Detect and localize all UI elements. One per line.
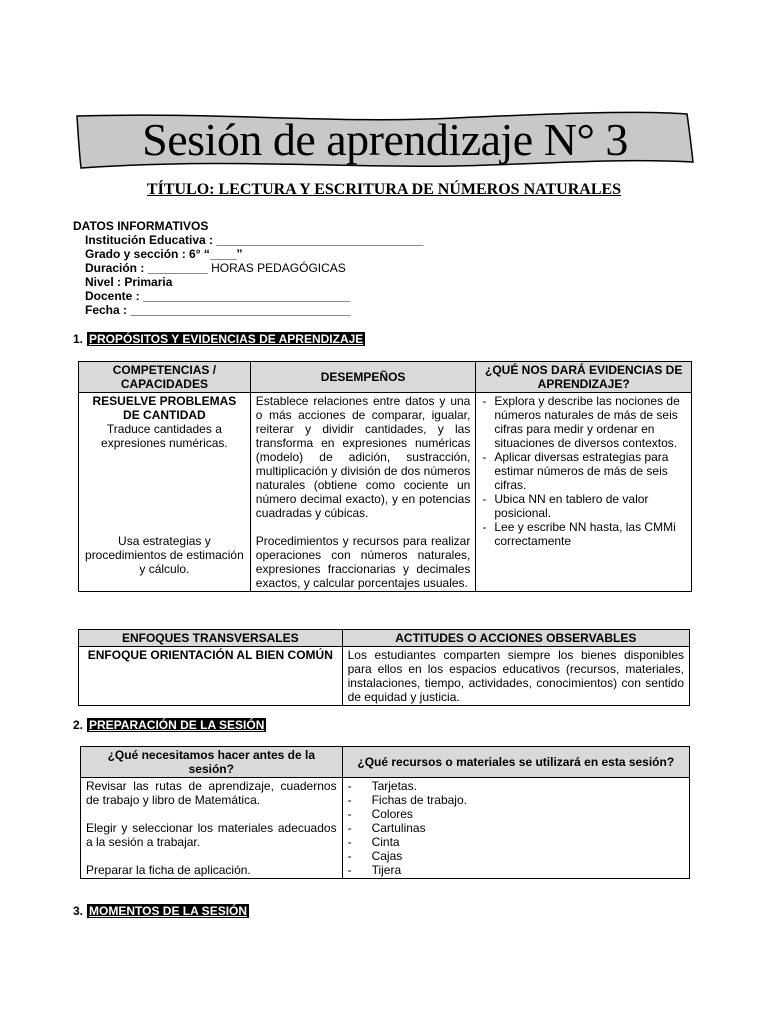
capacidad-1: Traduce cantidades a expresiones numéricas. [101,422,228,450]
section-1-number: 1. [73,332,84,346]
evidencia-item: - Explora y describe las nociones de números naturales de más de seis cifras para medir y ordenar en situaciones de diversos contextos. [481,394,686,450]
section-2-label: PREPARACIÓN DE LA SESIÓN [89,718,265,732]
datos-informativos [73,219,423,317]
institucion-field: Institución Educativa : _______________________________ [85,233,424,247]
duracion-field [73,261,423,275]
duracion-prefix: Duración : _________ [85,261,208,275]
document-title-text: TÍTULO: LECTURA Y ESCRITURA DE NÚMEROS NATURALES [146,181,622,198]
section-2-number: 2. [73,718,84,732]
recursos-list [348,779,684,877]
recurso-item: - Cajas [348,849,684,863]
header-evidencias: ¿QUÉ NOS DARÁ EVIDENCIAS DE APRENDIZAJE? [476,362,692,393]
datos-heading: DATOS INFORMATIVOS [73,219,209,233]
recurso-item: - Cartulinas [348,821,684,835]
actitud-cell: Los estudiantes comparten siempre los bienes disponibles para ellos en los espacios educativos (recursos, materiales, instalaciones, tiempo, actividades, conocimientos) con sentido de equidad y justicia. [342,647,689,706]
grado-field: Grado y sección : 6° “____” [85,247,243,261]
section-1-label: PROPÓSITOS Y EVIDENCIAS DE APRENDIZAJE [89,332,364,346]
recurso-item: - Colores [348,807,684,821]
header-competencias: COMPETENCIAS / CAPACIDADES [79,362,251,393]
antes-cell [81,778,343,879]
header-antes: ¿Qué necesitamos hacer antes de la sesión? [81,747,343,778]
preparacion-table [80,746,690,879]
header-actitudes: ACTITUDES O ACCIONES OBSERVABLES [342,630,689,647]
evidencias-list [481,394,686,548]
antes-item: Revisar las rutas de aprendizaje, cuadernos de trabajo y libro de Matemática. [86,779,337,807]
section-3-label: MOMENTOS DE LA SESIÓN [89,904,248,918]
recurso-item: - Tijera [348,863,684,877]
antes-item: Elegir y seleccionar los materiales adecuados a la sesión a trabajar. [86,821,337,849]
fecha-field: Fecha : _________________________________ [85,303,351,317]
desempeno-1: Establece relaciones entre datos y una o más acciones de comparar, igualar, reiterar y dividir cantidades, y las transforma en expresiones numéricas (modelo) de adición, sustracción, multiplicación y división de dos números naturales (obtiene como cociente un número decimal exacto), y en potencias cuadradas y cúbicas. [255,394,471,520]
header-enfoques: ENFOQUES TRANSVERSALES [79,630,343,647]
preparacion-body-row [81,778,690,879]
desempeno-2: Procedimientos y recursos para realizar operaciones con números naturales, expresiones fraccionarias y decimales exactos, y calcular porcentajes usuales. [255,534,471,590]
recurso-item: - Cinta [348,835,684,849]
section-2-heading [73,718,266,733]
enfoques-table [78,629,690,706]
section-1-heading [73,332,365,347]
desempenos-cell [250,393,476,592]
propositos-body-row [79,393,692,592]
banner-title: Sesión de aprendizaje N° 3 [142,114,628,165]
competencia-name: RESUELVE PROBLEMAS DE CANTIDAD [92,394,237,422]
docente-field: Docente : _______________________________ [85,289,350,303]
enfoque-cell: ENFOQUE ORIENTACIÓN AL BIEN COMÚN [79,647,343,706]
enfoques-header-row [79,630,690,647]
antes-item: Preparar la ficha de aplicación. [86,863,251,877]
recurso-item: - Tarjetas. [348,779,684,793]
competencias-cell [79,393,251,592]
header-desempenos: DESEMPEÑOS [250,362,476,393]
evidencia-item: - Aplicar diversas estrategias para estimar números de más de seis cifras. [481,450,686,492]
session-banner [75,110,695,172]
evidencias-cell [476,393,692,592]
document-title [0,180,768,200]
evidencia-item: - Lee y escribe NN hasta, las CMMi correctamente [481,520,686,548]
evidencia-item: - Ubica NN en tablero de valor posicional. [481,492,686,520]
enfoques-body-row [79,647,690,706]
recurso-item: - Fichas de trabajo. [348,793,684,807]
duracion-suffix: HORAS PEDAGÓGICAS [207,261,346,275]
section-3-heading [73,904,249,919]
nivel-field: Nivel : Primaria [85,275,173,289]
section-3-number: 3. [73,904,84,918]
capacidad-2: Usa estrategias y procedimientos de estimación y cálculo. [85,534,244,576]
preparacion-header-row [81,747,690,778]
propositos-table [78,361,692,592]
recursos-cell [342,778,689,879]
propositos-header-row [79,362,692,393]
header-recursos: ¿Qué recursos o materiales se utilizará en esta sesión? [342,747,689,778]
